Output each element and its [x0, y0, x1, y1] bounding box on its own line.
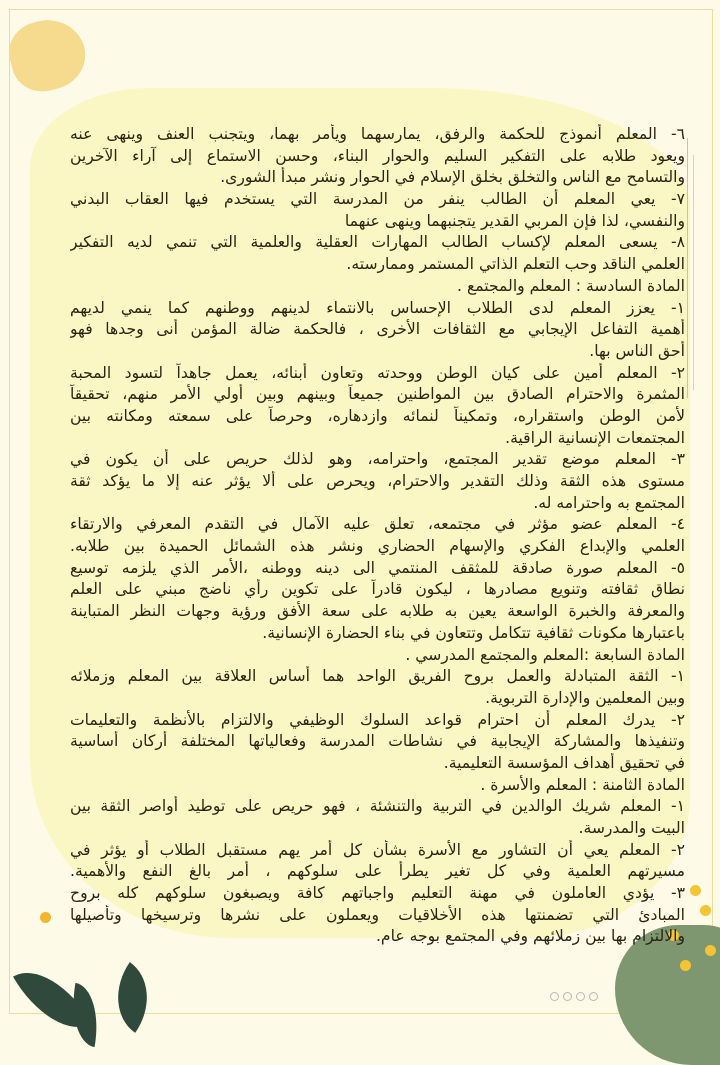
text-line: ٣- يؤدي العاملون في مهنة التعليم واجباتهم كافة ويصبغون سلوكهم كله بروح: [70, 884, 685, 903]
dot: [563, 992, 572, 1001]
dot: [589, 992, 598, 1001]
text-line: ٢- المعلم أمين على كيان الوطن ووحدته وتعاون أبنائه، يعمل جاهداً لتسود المحبة: [70, 363, 685, 382]
dot: [550, 992, 559, 1001]
text-line: وبين المعلمين والإدارة التربوية.: [485, 688, 685, 707]
text-line: العلمي والإبداع الفكري والإسهام الحضاري ونشر هذه الشمائل الحميدة بين طلابه.: [70, 537, 685, 556]
text-line: باعتبارها مكونات ثقافية تتكامل وتتعاون في بناء الحضارة الإنسانية.: [262, 623, 685, 642]
text-line: والنفسي، لذا فإن المربي القدير يتجنبهما وينهى عنهما: [344, 211, 685, 230]
text-line: المبادئ التي تضمنتها هذه الأخلاقيات ويعملون على نشرها وترسيخها وتأصيلها: [70, 905, 685, 924]
flower-icon: [690, 885, 701, 896]
text-line: والتسامح مع الناس والتخلق بخلق الإسلام في الحوار ونشر مبدأ الشورى.: [220, 168, 685, 187]
text-line: مستوى هذه الثقة وذلك التقدير والاحترام، ويحرص على ألا يؤثر عنه إلا ما يؤكد ثقة: [70, 472, 685, 490]
text-line: أحق الناس بها.: [589, 341, 685, 360]
text-line: مسيرتهم العلمية وفي كل تغير يطرأ على سلوكهم ، أمر بالغ النفع والأهمية.: [70, 862, 685, 881]
text-line: أهمية التفاعل الإيجابي مع الثقافات الأخرى ، فالحكمة ضالة المؤمن أنى وجدها فهو: [70, 320, 685, 339]
decorative-dots: [550, 992, 598, 1001]
text-line: ويعود طلابه على التفكير السليم والحوار البناء، وحسن الاستماع إلى آراء الآخرين: [70, 146, 685, 165]
text-line: ٧- يعي المعلم أن الطالب ينفر من المدرسة التي يستخدم فيها العقاب البدني: [70, 190, 685, 209]
text-line: لأمن الوطن واستقراره، وتمكيناً لنمائه وازدهاره، وحرصاً على سمعته ومكانته بين: [70, 406, 685, 425]
text-line: ٢- يدرك المعلم أن احترام قواعد السلوك الوظيفي والالتزام بالأنظمة والتعليمات: [70, 710, 685, 729]
flower-icon: [680, 960, 691, 971]
text-line: ٢- المعلم يعي أن التشاور مع الأسرة بشأن كل أمر يهم مستقبل الطلاب أو يؤثر في: [70, 840, 685, 859]
document-body: [70, 124, 685, 948]
text-line: المادة السادسة : المعلم والمجتمع .: [457, 276, 685, 295]
text-line: ٦- المعلم أنموذج للحكمة والرفق، يمارسهما ويأمر بهما، ويتجنب العنف وينهى عنه: [70, 125, 685, 143]
text-line: ٨- يسعى المعلم لإكساب الطالب المهارات العقلية والعلمية التي تنمي لديه التفكير: [70, 233, 685, 252]
text-line: ٣- المعلم موضع تقدير المجتمع، واحترامه، وهو لذلك حريص على أن يكون في: [70, 450, 685, 469]
flower-icon: [700, 905, 711, 916]
flower-icon: [40, 912, 51, 923]
text-line: وتنفيذها والمشاركة الإيجابية في نشاطات المدرسة وفعالياتها المختلفة أركان أساسية: [70, 732, 685, 751]
text-line: نطاق ثقافته وتنويع مصادرها ، ليكون قادراً على تكوين رأي ناضج مبني على العلم: [70, 580, 685, 599]
flower-icon: [705, 945, 716, 956]
text-line: ١- يعزز المعلم لدى الطلاب الإحساس بالانتماء لدينهم ووطنهم كما ينمي لديهم: [70, 298, 685, 317]
text-line: المثمرة والاحترام الصادق بين المواطنين جميعاً وبينهم وبين أولي الأمر منهم، تحقيقاً: [70, 385, 685, 404]
dot: [576, 992, 585, 1001]
text-line: ٥- المعلم صورة صادقة للمثقف المنتمي الى دينه ووطنه ،الأمر الذي يلزمه توسيع: [70, 558, 685, 577]
text-line: في تحقيق أهداف المؤسسة التعليمية.: [443, 753, 685, 772]
text-line: المادة الثامنة : المعلم والأسرة .: [480, 775, 685, 794]
text-line: والمعرفة والخبرة الواسعة يعين به طلابه على سعة الأفق ورؤية وجهات النظر المتباينة: [70, 602, 685, 621]
text-line: المادة السابعة :المعلم والمجتمع المدرسي .: [405, 645, 685, 664]
text-line: العلمي الناقد وحب التعلم الذاتي المستمر وممارسته.: [346, 255, 685, 274]
text-line: المجتمع به واحترامه له.: [533, 493, 685, 512]
decorative-vertical-line: [687, 138, 688, 398]
text-line: البيت والمدرسة.: [578, 819, 685, 837]
text-line: ٤- المعلم عضو مؤثر في مجتمعه، تعلق عليه الآمال في التقدم المعرفي والارتقاء: [70, 515, 685, 534]
decorative-vertical-line: [693, 155, 694, 390]
text-line: ١- الثقة المتبادلة والعمل بروح الفريق الواحد هما أساس العلاقة بين المعلم وزملائه: [70, 667, 685, 686]
text-line: المجتمعات الإنسانية الراقية.: [505, 428, 685, 447]
text-line: ١- المعلم شريك الوالدين في التربية والتنشئة ، فهو حريص على توطيد أواصر الثقة بين: [70, 797, 685, 816]
text-line: والالتزام بها بين زملائهم وفي المجتمع بوجه عام.: [375, 927, 685, 946]
